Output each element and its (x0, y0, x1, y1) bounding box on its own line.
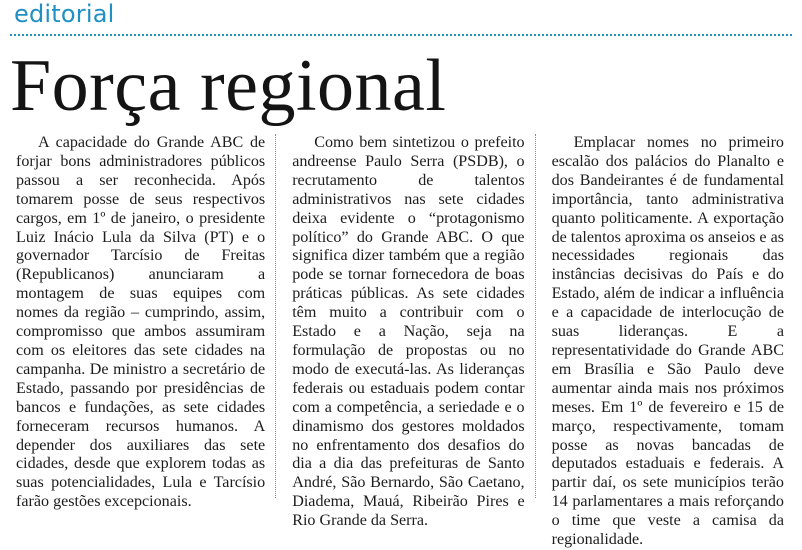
section-label: editorial (14, 0, 115, 28)
column-3-text: Emplacar nomes no primeiro escalão dos palácios do Planalto e dos Bandeirantes é de fundamental importância, tanto administrativa quanto politicamente. A exportação de talentos aproxima os anseios e as necessidades regionais das instâncias decisivas do País e do Estado, além de indicar a influência e a capacidade de interlocução de suas lideranças. E a representatividade do Grande ABC em Brasília e São Paulo deve aumentar ainda mais nos próximos meses. Em 1º de fevereiro e 15 de março, respectivamente, tomam posse as novas bancadas de deputados estaduais e federais. A partir daí, os sete municípios terão 14 parlamentares a mais reforçando o time que veste a camisa da regionalidade. (551, 134, 784, 549)
article-body (16, 134, 794, 549)
section-divider (10, 34, 792, 36)
article-column-1 (16, 134, 275, 511)
article-column-3 (535, 134, 794, 549)
article-column-2 (275, 134, 534, 530)
column-2-text: Como bem sintetizou o prefeito andreense Paulo Serra (PSDB), o recrutamento de talentos administrativos nas sete cidades deixa evidente o “protagonismo político” do Grande ABC. O que significa dizer também que a região pode se tornar fornecedora de boas práticas públicas. As sete cidades têm muito a contribuir com o Estado e a Nação, seja na formulação de propostas ou no modo de executá-las. As lideranças federais ou estaduais podem contar com a competência, a seriedade e o dinamismo dos gestores moldados no enfrentamento dos desafios do dia a dia das prefeituras de Santo André, São Bernardo, São Caetano, Diadema, Mauá, Ribeirão Pires e Rio Grande da Serra. (292, 134, 525, 530)
column-1-text: A capacidade do Grande ABC de forjar bons administradores públicos passou a ser reconhecida. Após tomarem posse de seus respectivos cargos, em 1º de janeiro, o presidente Luiz Inácio Lula da Silva (PT) e o governador Tarcísio de Freitas (Republicanos) anunciaram a montagem de suas equipes com nomes da região – cumprindo, assim, compromisso que ambos assumiram com os eleitores das sete cidades na campanha. De ministro a secretário de Estado, passando por presidências de bancos e fundações, as sete cidades forneceram recursos humanos. A depender dos auxiliares das sete cidades, desde que explorem todas as suas potencialidades, Lula e Tarcísio farão gestões excepcionais. (16, 134, 266, 511)
headline: Força regional (10, 45, 447, 127)
